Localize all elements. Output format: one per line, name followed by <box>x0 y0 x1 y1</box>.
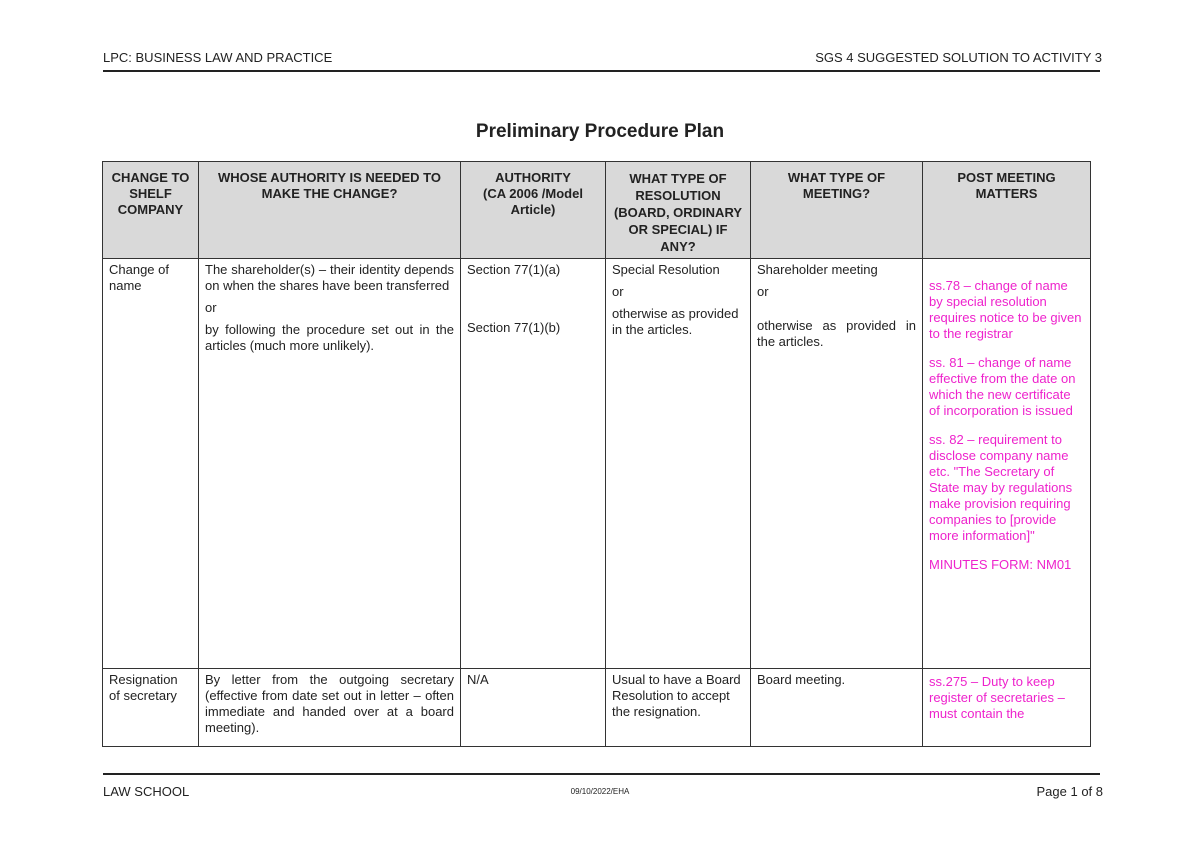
who-text-2: by following the procedure set out in the articles (much more unlikely). <box>205 322 454 353</box>
header-meeting: WHAT TYPE OF MEETING? <box>751 162 923 259</box>
header-rule <box>103 70 1100 72</box>
cell-authority <box>461 259 606 669</box>
post-note: ss. 82 – requirement to disclose company name etc. "The Secretary of State may by regulations make provision requiring companies to [provide more information]" <box>929 432 1073 543</box>
header-resolution <box>606 162 751 259</box>
cell-who: By letter from the outgoing secretary (effective from date set out in letter – often immediate and handed over at a board meeting). <box>199 669 461 747</box>
cell-post-meeting <box>923 669 1091 747</box>
meeting-or: or <box>757 284 769 299</box>
post-note: ss.275 – Duty to keep register of secretaries – must contain the <box>929 674 1065 721</box>
post-note: ss. 81 – change of name effective from the date on which the new certificate of incorporation is issued <box>929 355 1076 418</box>
cell-who <box>199 259 461 669</box>
meeting-text-2: otherwise as provided in the articles. <box>757 318 916 349</box>
cell-resolution <box>606 259 751 669</box>
cell-authority: N/A <box>461 669 606 747</box>
cell-meeting <box>751 259 923 669</box>
cell-meeting: Board meeting. <box>751 669 923 747</box>
header-authority-label: AUTHORITY <box>495 170 571 185</box>
resolution-text-1: Special Resolution <box>612 262 720 277</box>
cell-resolution: Usual to have a Board Resolution to accept the resignation. <box>606 669 751 747</box>
who-or: or <box>205 300 217 315</box>
header-resolution-label: WHAT TYPE OF RESOLUTION <box>629 171 727 203</box>
table-header-row <box>103 162 1091 259</box>
header-post-meeting: POST MEETING MATTERS <box>923 162 1091 259</box>
page-header-left: LPC: BUSINESS LAW AND PRACTICE <box>103 50 333 65</box>
footer-date-stamp: 09/10/2022/EHA <box>570 787 630 796</box>
table-row <box>103 669 1091 747</box>
authority-text-1: Section 77(1)(a) <box>467 262 561 277</box>
post-note: ss.78 – change of name by special resolution requires notice to be given to the registrar <box>929 278 1082 341</box>
header-authority <box>461 162 606 259</box>
footer-left: LAW SCHOOL <box>103 784 190 799</box>
header-authority-needed: WHOSE AUTHORITY IS NEEDED TO MAKE THE CHANGE? <box>199 162 461 259</box>
page-title: Preliminary Procedure Plan <box>475 121 725 142</box>
procedure-plan-table <box>102 161 1091 747</box>
who-text-1: The shareholder(s) – their identity depends on when the shares have been transferred <box>205 262 454 293</box>
cell-post-meeting <box>923 259 1091 669</box>
header-resolution-sub: (BOARD, ORDINARY OR SPECIAL) IF ANY? <box>613 205 743 254</box>
header-change: CHANGE TO SHELF COMPANY <box>103 162 199 259</box>
footer-rule <box>103 773 1100 775</box>
resolution-or: or <box>612 284 624 299</box>
header-authority-sub: (CA 2006 /Model Article) <box>483 186 583 217</box>
meeting-text-1: Shareholder meeting <box>757 262 878 277</box>
page-number: Page 1 of 8 <box>1036 784 1103 799</box>
page-header-right: SGS 4 SUGGESTED SOLUTION TO ACTIVITY 3 <box>815 50 1102 65</box>
resolution-text-2: otherwise as provided in the articles. <box>612 306 739 337</box>
post-note: MINUTES FORM: NM01 <box>929 557 1072 572</box>
authority-text-2: Section 77(1)(b) <box>467 320 561 335</box>
table-row <box>103 259 1091 669</box>
cell-change: Change of name <box>103 259 199 669</box>
cell-change: Resignation of secretary <box>103 669 199 747</box>
